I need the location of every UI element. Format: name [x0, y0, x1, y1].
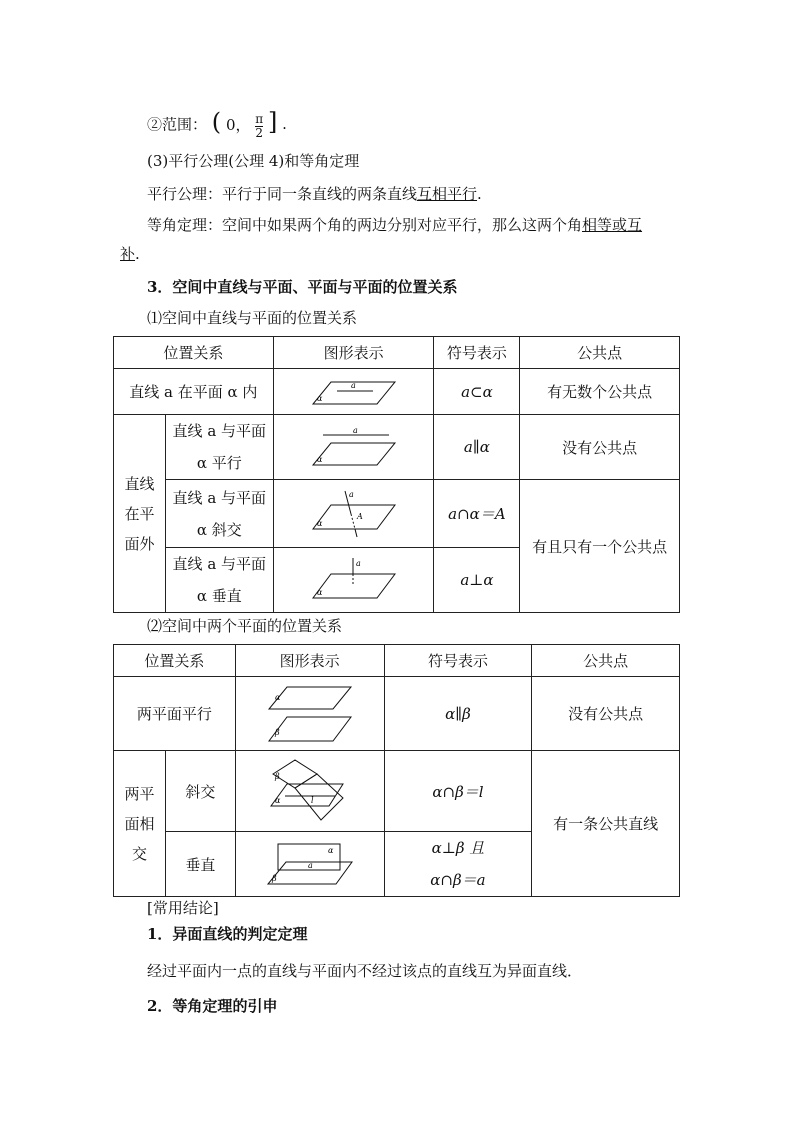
svg-text:β: β — [271, 874, 277, 883]
svg-text:a: a — [355, 559, 361, 568]
svg-text:a: a — [348, 489, 354, 499]
t2-group-intersect: 两平 面相 交 — [114, 751, 166, 897]
t1-header-relation: 位置关系 — [114, 337, 274, 369]
conclusion-1-text: 经过平面内一点的直线与平面内不经过该点的直线互为异面直线． — [147, 962, 583, 980]
plane-plane-table — [113, 644, 680, 897]
t1-row3-symbol: a∩α＝A — [434, 480, 520, 548]
svg-text:α: α — [316, 588, 322, 597]
svg-text:a: a — [352, 426, 358, 435]
t1-row1-relation: 直线 a 在平面 α 内 — [114, 369, 274, 415]
svg-text:α: α — [316, 393, 322, 403]
parallel-axiom-text: 平行公理：平行于同一条直线的两条直线互相平行. — [147, 185, 482, 203]
t1-row2-common: 没有公共点 — [520, 415, 680, 480]
common-conclusions-tag: [常用结论] — [147, 899, 219, 917]
range-interval: ( 0， $\frac{\pi}{2}$ ] — [211, 108, 278, 140]
t2-row1-symbol: α∥β — [384, 677, 532, 751]
t2-row1-relation: 两平面平行 — [114, 677, 236, 751]
conclusion-2-title: 2．等角定理的引申 — [147, 997, 278, 1015]
section-3-heading: 3．空间中直线与平面、平面与平面的位置关系 — [147, 278, 458, 296]
t2-header-symbol: 符号表示 — [384, 645, 532, 677]
svg-text:a: a — [307, 861, 313, 870]
t2-header-figure: 图形表示 — [235, 645, 384, 677]
table1-caption: ⑴空间中直线与平面的位置关系 — [147, 309, 358, 327]
t2-row2-symbol: α∩β＝l — [384, 751, 532, 832]
t1-row3-figure — [273, 480, 434, 548]
t1-row2-figure — [273, 415, 434, 480]
svg-text:β: β — [274, 727, 280, 737]
t2-row23-common: 有一条公共直线 — [532, 751, 680, 897]
svg-text:β: β — [274, 772, 280, 781]
t1-row34-common: 有且只有一个公共点 — [520, 480, 680, 613]
t1-header-symbol: 符号表示 — [434, 337, 520, 369]
svg-text:l: l — [310, 796, 314, 805]
t1-group-outside: 直线 在平 面外 — [114, 415, 166, 613]
line-plane-table — [113, 336, 680, 613]
t1-row3-relation: 直线 a 与平面 α 斜交 — [165, 480, 273, 548]
pi-denominator: 2 — [255, 125, 264, 140]
t2-row3-figure — [235, 832, 384, 897]
range-line: ②范围： ( 0， $\frac{\pi}{2}$ ] . — [147, 108, 287, 140]
svg-text:α: α — [274, 692, 281, 702]
svg-text:α: α — [327, 846, 334, 855]
svg-text:α: α — [274, 796, 281, 805]
t1-row2-relation: 直线 a 与平面 α 平行 — [165, 415, 273, 480]
t2-row2-figure — [235, 751, 384, 832]
svg-text:a: a — [350, 380, 356, 390]
t1-row1-figure — [273, 369, 434, 415]
t2-header-common: 公共点 — [532, 645, 680, 677]
conclusion-1-title: 1．异面直线的判定定理 — [147, 925, 308, 943]
t2-row2-relation: 斜交 — [165, 751, 235, 832]
t1-row1-symbol: a⊂α — [434, 369, 520, 415]
equal-angle-text: 等角定理：空间中如果两个角的两边分别对应平行，那么这两个角相等或互 — [147, 216, 643, 234]
pi-numerator: π — [255, 111, 264, 126]
t1-row4-figure — [273, 548, 434, 613]
t2-header-relation: 位置关系 — [114, 645, 236, 677]
t2-row1-common: 没有公共点 — [532, 677, 680, 751]
t1-row2-symbol: a∥α — [434, 415, 520, 480]
t1-row1-common: 有无数个公共点 — [520, 369, 680, 415]
t2-row3-symbol: α⊥β 且 α∩β＝a — [384, 832, 532, 897]
svg-text:A: A — [356, 511, 363, 521]
t1-header-figure: 图形表示 — [273, 337, 434, 369]
table2-caption: ⑵空间中两个平面的位置关系 — [147, 617, 343, 635]
svg-text:α: α — [316, 455, 322, 464]
t1-row4-symbol: a⊥α — [434, 548, 520, 613]
t2-row1-figure — [235, 677, 384, 751]
parallel-axiom-heading: (3)平行公理(公理 4)和等角定理 — [147, 152, 360, 170]
t2-row3-relation: 垂直 — [165, 832, 235, 897]
t1-row4-relation: 直线 a 与平面 α 垂直 — [165, 548, 273, 613]
equal-angle-text-cont: 补. — [120, 245, 140, 263]
range-label: ②范围： — [147, 115, 208, 134]
t1-header-common: 公共点 — [520, 337, 680, 369]
svg-text:α: α — [316, 518, 322, 528]
